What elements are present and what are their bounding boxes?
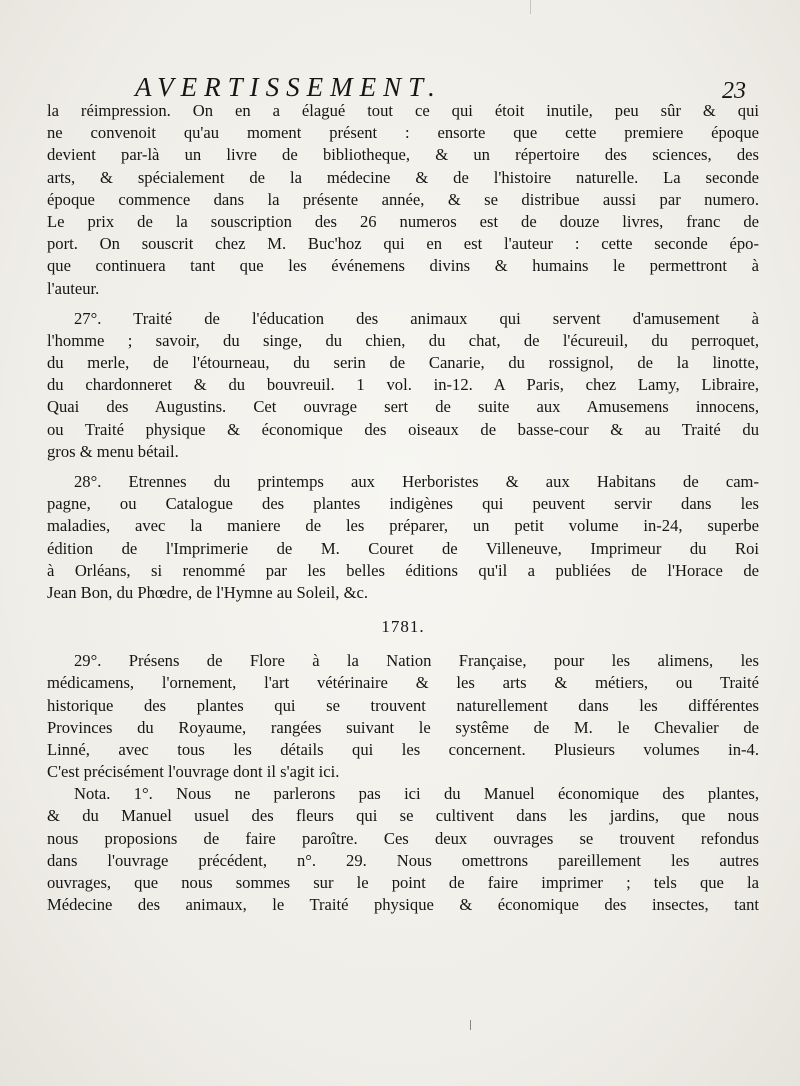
text-line: Provinces du Royaume, rangées suivant le systême de M. le Chevalier de: [47, 717, 759, 737]
text-line: la réimpression. On en a élagué tout ce qui étoit inutile, peu sûr & qui: [47, 101, 759, 120]
text-line: C'est précisément l'ouvrage dont il s'agit ici.: [47, 762, 340, 782]
text-line: ne convenoit qu'au moment présent : ensorte que cette premiere époque: [47, 123, 759, 143]
running-title: AVERTISSEMENT.: [135, 72, 442, 102]
text-line: arts, & spécialement de la médecine & de l'histoire naturelle. La seconde: [47, 167, 759, 187]
text-line: édition de l'Imprimerie de M. Couret de Villeneuve, Imprimeur du Roi: [47, 538, 759, 558]
text-line: Le prix de la souscription des 26 numeros est de douze livres, franc de: [47, 211, 759, 231]
text-line: historique des plantes qui se trouvent naturellement dans les différentes: [47, 695, 759, 715]
paragraph-item-29: [47, 650, 759, 783]
text-line: 28°. Etrennes du printemps aux Herboristes & aux Habitans de cam-: [74, 472, 759, 491]
text-line: ouvrages, que nous sommes sur le point de faire imprimer ; tels que la: [47, 873, 759, 892]
text-line: 27°. Traité de l'éducation des animaux qui servent d'amusement à: [74, 308, 759, 328]
page-blemish: [470, 1020, 471, 1030]
text-line: à Orléans, si renommé par les belles éditions qu'il a publiées de l'Horace de: [47, 560, 759, 580]
text-line: nous proposions de faire paroître. Ces deux ouvrages se trouvent refondus: [47, 828, 759, 848]
text-line: médicamens, l'ornement, l'art vétérinaire & les arts & métiers, ou Traité: [47, 673, 759, 693]
text-line: époque commence dans la présente année, & se distribue aussi par numero.: [47, 189, 759, 209]
body-text: [47, 100, 759, 916]
paragraph-item-28: [47, 471, 759, 604]
year-heading: 1781.: [381, 617, 425, 637]
text-line: l'auteur.: [47, 278, 100, 298]
text-line: Linné, avec tous les détails qui les concernent. Plusieurs volumes in-4.: [47, 739, 759, 759]
text-line: Jean Bon, du Phœdre, de l'Hymne au Soleil, &c.: [47, 582, 368, 602]
text-line: dans l'ouvrage précédent, n°. 29. Nous omettrons pareillement les autres: [47, 850, 759, 870]
page-number: 23: [722, 78, 746, 104]
text-line: que continuera tant que les événemens divins & humains le permettront à: [47, 256, 759, 276]
text-line: Quai des Augustins. Cet ouvrage sert de suite aux Amusemens innocens,: [47, 397, 759, 417]
text-line: du merle, de l'étourneau, du serin de Canarie, du rossignol, de la linotte,: [47, 353, 759, 373]
paragraph-item-27: [47, 308, 759, 463]
text-line: port. On souscrit chez M. Buc'hoz qui en est l'auteur : cette seconde épo-: [47, 234, 759, 254]
text-line: pagne, ou Catalogue des plantes indigènes qui peuvent servir dans les: [47, 494, 759, 514]
text-line: 29°. Présens de Flore à la Nation Française, pour les alimens, les: [74, 651, 759, 671]
text-line: gros & menu bétail.: [47, 441, 179, 461]
text-line: Médecine des animaux, le Traité physique & économique des insectes, tant: [47, 895, 759, 915]
text-line: devient par-là un livre de bibliotheque, & un répertoire des sciences, des: [47, 145, 759, 165]
text-line: l'homme ; savoir, du singe, du chien, du chat, de l'écureuil, du perroquet,: [47, 330, 759, 350]
text-line: & du Manuel usuel des fleurs qui se cultivent dans les jardins, que nous: [47, 806, 759, 826]
text-line: ou Traité physique & économique des oiseaux de basse-cour & au Traité du: [47, 419, 759, 439]
text-line: maladies, avec la maniere de les préparer, un petit volume in-24, superbe: [47, 516, 759, 536]
text-line: du chardonneret & du bouvreuil. 1 vol. in-12. A Paris, chez Lamy, Libraire,: [47, 375, 759, 395]
text-line: Nota. 1°. Nous ne parlerons pas ici du Manuel économique des plantes,: [74, 784, 759, 804]
page-blemish: [530, 0, 531, 14]
paragraph-nota: [47, 783, 759, 916]
paragraph-continued: [47, 100, 759, 300]
